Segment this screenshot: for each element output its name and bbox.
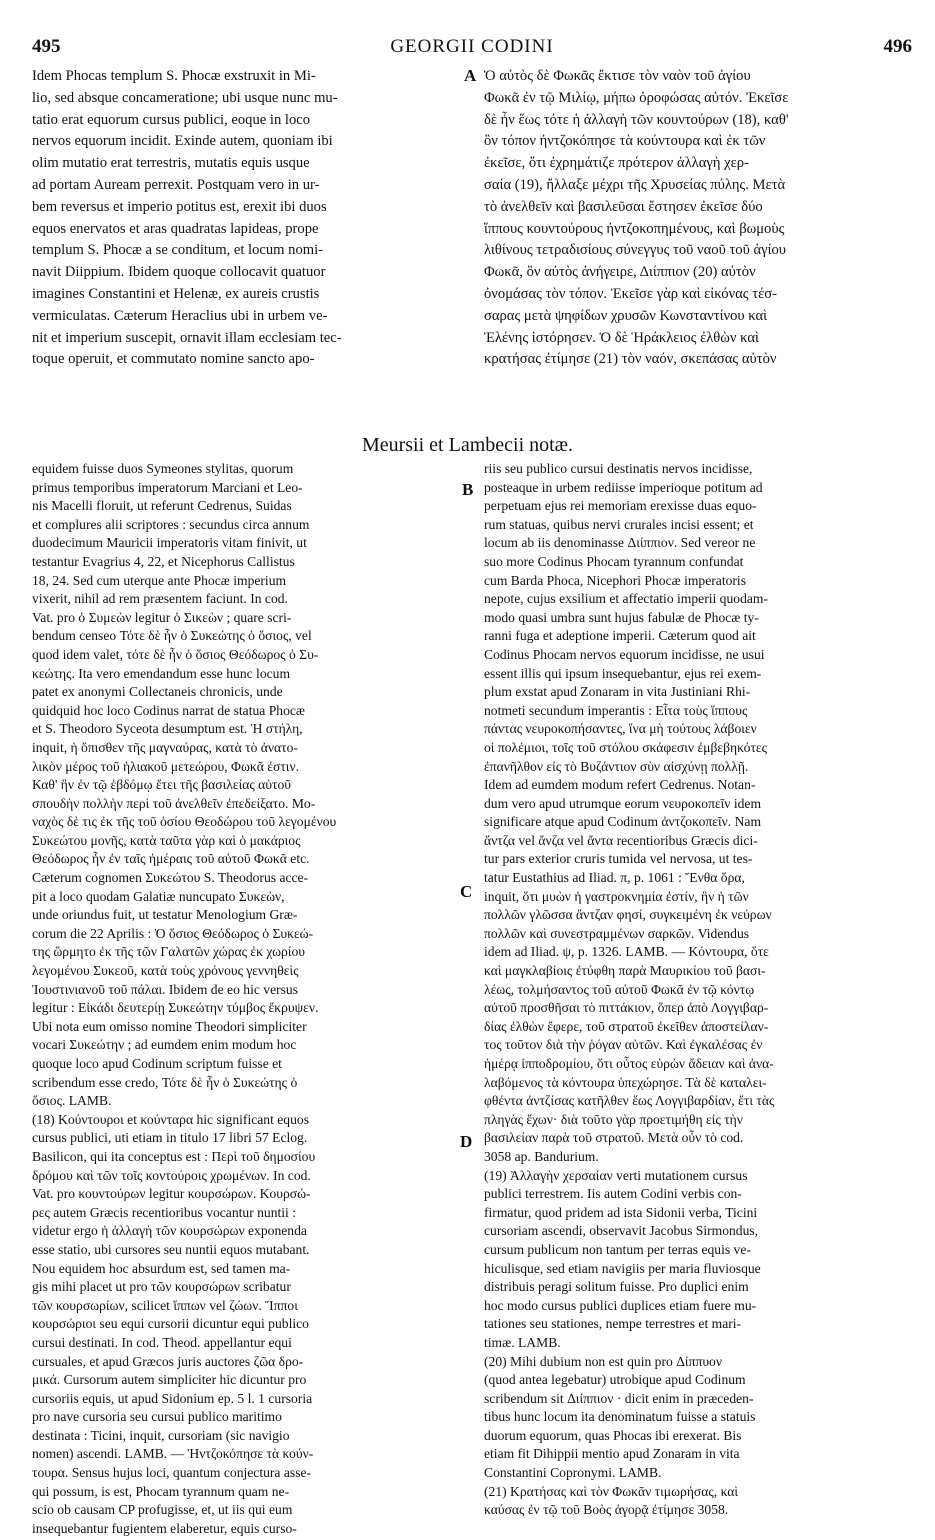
text-line: vermiculatas. Cæterum Heraclius ubi in urbem ve-	[32, 307, 328, 324]
left-page-number: 495	[32, 36, 61, 57]
note-line: et S. Theodoro Syceota desumptum est. Ἡ στήλη,	[32, 721, 303, 737]
note-line: λικὸν μέρος τοῦ ἡλιακοῦ μετεώρου, Φωκᾶ ἐστιν.	[32, 758, 299, 774]
text-line: Ἑλένης ἱστόρησεν. Ὁ δὲ Ἡράκλειος ἐλθὼν καὶ	[484, 329, 759, 346]
note-line: Codinus Phocam nervos equorum incidisse, ne usui	[484, 646, 765, 662]
note-line: Vat. pro ὁ Συμεὼν legitur ὁ Σικεὼν ; quare scri-	[32, 609, 292, 625]
note-line: gis mihi placet ut pro τῶν κουρσώρων scribatur	[32, 1279, 291, 1295]
note-line: cursoriis equis, ut apud Sidonium ep. 5 l. 1 cursoria	[32, 1390, 313, 1406]
note-line: perpetuam ejus rei memoriam erexisse duas equo-	[484, 498, 757, 514]
note-line: πολλῶν γλῶσσα ἄντζαν φησί, συγκειμένη ἐκ νεύρων	[484, 907, 772, 923]
note-line: tur pars exterior cruris tumida vel nervosa, ut tes-	[484, 851, 753, 867]
note-line: cursum publicum non tantum per terras equis ve-	[484, 1241, 751, 1257]
note-line: quod idem valet, τότε δὲ ἦν ὁ ὅσιος Θεόδωρος ὁ Συ-	[32, 646, 319, 662]
note-line: idem ad Iliad. ψ, p. 1326. LAMB. — Κόντουρα, ὅτε	[484, 944, 769, 960]
note-line: quidquid hoc loco Codinus narrat de statua Phocæ	[32, 702, 305, 718]
note-line: destinata : Ticini, inquit, cursoriam (sic navigio	[32, 1427, 290, 1443]
right-page-number: 496	[883, 36, 912, 57]
note-line: qui possum, is est, Phocam tyrannum quam ne-	[32, 1483, 290, 1499]
note-line: hoc modo cursus publici duplices etiam fuere mu-	[484, 1297, 757, 1313]
note-line: duorum equorum, quas Phocas ibi erexerat. Bis	[484, 1427, 742, 1443]
notes-heading: Meursii et Lambecii notæ.	[361, 434, 574, 456]
text-line: δὲ ἦν ἕως τότε ἡ ἀλλαγὴ τῶν κουντούρων (18), καθ'	[484, 111, 789, 128]
running-title: GEORGII CODINI	[390, 36, 554, 57]
note-line: λεγομένου Συκεοῦ, κατὰ τοὺς χρόνους γεννηθεὶς	[32, 963, 299, 979]
note-line: ἡμέρᾳ ἱπποδρομίου, ὅτι οὗτος εὑρὼν ἄδειαν καὶ ἀνα-	[484, 1056, 774, 1071]
note-line: publici terrestrem. Iis autem Codini verbis con-	[484, 1186, 742, 1202]
note-line: videtur ergo ἡ ἀλλαγὴ τῶν κουρσώρων exponenda	[32, 1223, 307, 1239]
note-line: distribuis peragi solitum fuisse. Pro duplici enim	[484, 1279, 749, 1295]
note-line: πληγὰς ἔχων· διὰ τοῦτο γὰρ προετιμήθη εἰς τὴν	[484, 1111, 743, 1127]
note-line: της ὥρμητο ἐκ τῆς τῶν Γαλατῶν χώρας ἐκ χωρίου	[32, 944, 306, 960]
note-line: μικά. Cursorum autem simpliciter hic dicuntur pro	[32, 1372, 307, 1388]
note-line: etiam fit Dihippii mentio apud Zonaram in vita	[484, 1446, 740, 1462]
note-line: posteaque in urbem rediisse imperioque potitum ad	[484, 479, 763, 495]
greek-text-column	[484, 66, 914, 371]
text-line: ἐκεῖσε, ὅτι ἐχρημάτιζε πρότερον ἀλλαγὴ χερ-	[484, 155, 749, 172]
note-line: Cæterum cognomen Συκεώτου S. Theodorus acce-	[32, 870, 309, 886]
note-line: pro nave cursoria seu cursui publico maritimo	[32, 1409, 282, 1425]
note-line: testantur Evagrius 4, 22, et Nicephorus Callistus	[32, 553, 295, 569]
note-line: timæ. LAMB.	[484, 1334, 561, 1350]
text-line: tatio erat equorum cursus publici, eoque in loco	[32, 111, 311, 128]
note-line: scribendum esse credo, Τότε δὲ ἦν ὁ Συκεώτης ὁ	[32, 1074, 298, 1090]
note-line: Constantini Copronymi. LAMB.	[484, 1465, 662, 1481]
note-line: primus temporibus imperatorum Marciani et Leo-	[32, 479, 303, 495]
note-line: βασιλείαν παρὰ τοῦ στρατοῦ. Μετὰ οὖν τὸ cod.	[484, 1130, 744, 1146]
note-line: modo quasi umbra sunt hujus fabulæ de Phocæ ty-	[484, 609, 759, 625]
note-line: λαβόμενος τὰ κόντουρα ὑπεχώρησε. Τὰ δὲ καταλει-	[484, 1074, 767, 1090]
note-line: Vat. pro κουντούρων legitur κουρσώρων. Κουρσώ-	[32, 1186, 311, 1202]
note-line: δρόμου καὶ τῶν τοῖς κοντούροις χρωμένων. In cod.	[32, 1167, 311, 1183]
note-line: Καθ' ἣν ἐν τῷ ἑβδόμῳ ἔτει τῆς βασιλείας αὐτοῦ	[32, 777, 291, 793]
note-line: δίας ἐλθὼν ἔφερε, τοῦ στρατοῦ ἐκεῖθεν ἀποστείλαν-	[484, 1018, 769, 1034]
note-line: ὅσιος. LAMB.	[32, 1093, 112, 1109]
text-line: Φωκᾶ, ὃν αὐτὸς ἀνήγειρε, Διίππιον (20) αὐτὸν	[484, 264, 756, 281]
note-line: καύσας ἐν τῷ τοῦ Βοὸς ἀγορᾷ ἐτίμησε 3058.	[484, 1502, 729, 1518]
note-line: καὶ μαγκλαβίοις ἐτύφθη παρὰ Μαυρικίου τοῦ βασι-	[484, 963, 766, 979]
note-line: φθέντα ἀντζίσας κατῆλθεν ἕως Λογγιβαρδίαν, ἔτι τὰς	[484, 1093, 775, 1109]
notes-right-column	[484, 460, 914, 1520]
note-line: suo more Codinus Phocam tyrannum confundat	[484, 553, 744, 569]
note-line: πολλῶν καὶ συνεστραμμένων σαρκῶν. Videndus	[484, 925, 750, 941]
note-line: Συκεώτου μονῆς, κατὰ ταῦτα γὰρ καὶ ὁ μακάριος	[32, 832, 301, 848]
note-line: 3058 ap. Bandurium.	[484, 1148, 599, 1164]
text-line: bem reversus et imperio potitus est, erexit ibi duos	[32, 198, 327, 215]
note-line: κεώτης. Ita vero emendandum esse hunc locum	[32, 665, 291, 681]
notes-left-column	[32, 460, 460, 1538]
note-line: οἱ πολέμιοι, τοῖς τοῦ στόλου σκάφεσιν ἐμβεβηκότες	[484, 739, 768, 755]
latin-text-column	[32, 66, 460, 371]
note-line: αὐτοῦ προσθῆσαι τὸ πιττάκιον, ὅπερ ἀπὸ Λογγιβαρ-	[484, 1000, 769, 1016]
text-line: ἵππους κουντούρους ἠντζοκοπημένους, καὶ βωμοὺς	[484, 220, 785, 237]
section-marker-b: B	[462, 480, 474, 499]
note-line: tationes seu stationes, nempe terrestres et mari-	[484, 1316, 742, 1332]
note-line: scribendum sit Διίππιον · dicit enim in præceden-	[484, 1390, 754, 1406]
note-line: equidem fuisse duos Symeones stylitas, quorum	[32, 461, 294, 476]
note-line: hiculisque, sed etiam navigiis per maria fluviosque	[484, 1260, 761, 1276]
note-line: riis seu publico cursui destinatis nervos incidisse,	[484, 461, 753, 476]
text-line: nit et imperium suscepit, ornavit illam ecclesiam tec-	[32, 329, 342, 346]
note-line: τος τοῦτον διὰ τὴν ῥόγαν αὐτῶν. Καὶ ἐγκαλέσας ἐν	[484, 1037, 763, 1053]
note-line: duodecimum Mauricii imperatoris vitam finivit, ut	[32, 535, 307, 551]
note-line: κουρσώριοι seu equi cursorii dicuntur equi publico	[32, 1316, 309, 1332]
note-line: ναχὸς δὲ τις ἐκ τῆς τοῦ ὁσίου Θεοδώρου τοῦ λεγομένου	[32, 814, 337, 830]
note-line: cum Barda Phoca, Nicephori Phocæ imperatoris	[484, 572, 746, 588]
note-line: Basilicon, qui ita conceptus est : Περὶ τοῦ δημοσίου	[32, 1148, 316, 1164]
note-line: locum ab iis denominasse Διίππιον. Sed vereor ne	[484, 535, 756, 551]
note-line: Θεόδωρος ἦν ἐν ταῖς ἡμέραις τοῦ αὐτοῦ Φωκᾶ etc.	[32, 851, 310, 867]
text-line: Idem Phocas templum S. Phocæ exstruxit in Mi-	[32, 68, 316, 84]
note-line: 18, 24. Sed cum uterque ante Phocæ imperium	[32, 572, 287, 588]
note-line: (18) Κούντουροι et κούνταρα hic significant equos	[32, 1111, 309, 1127]
note-line: cursoriam ascendi, observavit Jacobus Sirmondus,	[484, 1223, 759, 1239]
page-header	[32, 36, 912, 60]
note-line: τῶν κουρσωρίων, scilicet ἵππων vel ζώων. Ἵπποι	[32, 1297, 298, 1313]
note-line: tatur Eustathius ad Iliad. π, p. 1061 : Ἔνθα ὅρα,	[484, 870, 745, 886]
text-line: Ὁ αὐτὸς δὲ Φωκᾶς ἔκτισε τὸν ναὸν τοῦ ἁγίου	[484, 68, 751, 84]
note-line: ranni fuga et adeptione imperii. Cæterum quod ait	[484, 628, 756, 644]
note-line: inquit, ὅτι μυὼν ἡ γαστροκνημία ἐστίν, ἣν ἡ τῶν	[484, 888, 749, 904]
text-line: σαία (19), ἤλλαξε μέχρι τῆς Χρυσείας πύλης. Μετὰ	[484, 176, 786, 193]
note-line: unde oriundus fuit, ut testatur Menologium Græ-	[32, 907, 298, 923]
note-line: quoque loco apud Codinum scriptum fuisse et	[32, 1056, 282, 1071]
note-line: scio ob causam CP profugisse, et, ut iis qui eum	[32, 1502, 293, 1518]
section-marker-a: A	[464, 66, 477, 85]
text-line: ad portam Auream perrexit. Postquam vero in ur-	[32, 176, 320, 193]
note-line: Ἰουστινιανοῦ τοῦ πάλαι. Ibidem de eo hic versus	[32, 981, 299, 997]
note-line: et complures alii scriptores : secundus circa annum	[32, 516, 310, 532]
note-line: (quod antea legebatur) utrobique apud Codinum	[484, 1372, 746, 1388]
note-line: patet ex anonymi Collectaneis chronicis, unde	[32, 684, 283, 700]
note-line: (21) Κρατήσας καὶ τὸν Φωκᾶν τιμωρήσας, καὶ	[484, 1483, 739, 1499]
text-line: lio, sed absque concameratione; ubi usque nunc mu-	[32, 89, 338, 106]
text-line: κρατήσας ἐτίμησε (21) τὸν ναόν, σκεπάσας αὐτὸν	[484, 351, 777, 368]
note-line: essent illis qui ipsum insequebantur, ejus rei exem-	[484, 665, 762, 681]
text-line: nervos equorum incidit. Exinde autem, quoniam ibi	[32, 133, 333, 150]
note-line: legitur : Εἰκάδι δευτερίῃ Συκεώτην τύμβος ἔκρυψεν.	[32, 1000, 319, 1016]
section-marker-c: C	[460, 882, 473, 901]
note-line: tibus hunc locum ita denominatum fuisse a statuis	[484, 1409, 756, 1425]
note-line: insequebantur fugientem elaberetur, equis curso-	[32, 1520, 297, 1536]
note-line: bendum censeo Τότε δὲ ἦν ὁ Συκεώτης ὁ ὅσιος, vel	[32, 628, 312, 644]
text-line: σαρας μετὰ ψηφίδων χρυσῶν Κωνσταντίνου καὶ	[484, 307, 768, 324]
note-line: ἐπανῆλθον εἰς τὸ Βυζάντιον σὺν αἰσχύνῃ πολλῇ.	[484, 758, 749, 774]
note-line: cursuales, et apud Græcos juris auctores ζῶα δρο-	[32, 1353, 304, 1369]
text-line: ὃν τόπον ἠντζοκόπησε τὰ κούντουρα καὶ ἐκ τῶν	[484, 133, 766, 150]
note-line: vixerit, nihil ad rem præsentem faciunt. In cod.	[32, 591, 288, 607]
note-line: nomen) ascendi. LAMB. — Ἠντζοκόπησε τὰ κούν-	[32, 1446, 314, 1462]
note-line: (19) Ἀλλαγὴν χερσαίαν verti mutationem cursus	[484, 1167, 748, 1183]
note-line: corum die 22 Aprilis : Ὁ ὅσιος Θεόδωρος ὁ Συκεώ-	[32, 925, 314, 941]
text-line: templum S. Phocæ a se conditum, et locum nomi-	[32, 242, 324, 259]
note-line: esse statio, ubi cursores seu nuntii equos mutabant.	[32, 1241, 310, 1257]
text-line: equos enervatos et aras quadratas lapideas, prope	[32, 220, 319, 237]
note-line: Idem ad eumdem modum refert Cedrenus. Notan-	[484, 777, 756, 793]
note-line: pit a loco quodam Galatiæ nuncupato Συκεὼν,	[32, 888, 285, 904]
note-line: nepote, cujus exsilium et affectatio imperii quodam-	[484, 591, 769, 607]
text-line: imagines Constantini et Helenæ, ex aureis crustis	[32, 285, 320, 302]
text-line: τὸ ἀνελθεῖν καὶ βασιλεῦσαι ἔστησεν ἐκεῖσε δύο	[484, 198, 763, 215]
text-line: olim mutatio erat terrestris, mutatis equis usque	[32, 155, 310, 172]
text-line: ὀνομάσας τὸν τόπον. Ἐκεῖσε γὰρ καὶ εἰκόνας τέσ-	[484, 285, 777, 302]
note-line: λέως, τολμήσαντος τοῦ αὐτοῦ Φωκᾶ ἐν τῷ κόντῳ	[484, 981, 755, 997]
note-line: cursui destinati. In cod. Theod. appellantur equi	[32, 1334, 292, 1350]
note-line: vocari Συκεώτην ; ad eumdem enim modum hoc	[32, 1037, 297, 1053]
note-line: Nou equidem hoc absurdum est, sed tamen ma-	[32, 1260, 291, 1276]
note-line: nis Macelli floruit, ut referunt Cedrenus, Suidas	[32, 498, 292, 514]
note-line: firmatur, quod pridem ad ista Sidonii verba, Ticini	[484, 1204, 758, 1220]
text-line: λιθίνους τετραδισίους σύνεγγυς τοῦ ναοῦ τοῦ ἁγίου	[484, 242, 787, 259]
note-line: τουρα. Sensus hujus loci, quantum conjectura asse-	[32, 1465, 312, 1481]
text-line: toque operuit, et commutato nomine sancto apo-	[32, 351, 315, 368]
note-line: rum statuas, quibus nervi crurales incisi essent; et	[484, 516, 754, 532]
text-line: Φωκᾶ ἐν τῷ Μιλίῳ, μήπω ὀροφώσας αὐτόν. Ἐκεῖσε	[484, 89, 789, 106]
note-line: plum exstat apud Zonaram in vita Justiniani Rhi-	[484, 684, 751, 700]
note-line: dum vero apud utrumque eorum νευροκοπεῖν idem	[484, 795, 762, 811]
note-line: significare atque apud Codinum ἀντζοκοπεῖν. Nam	[484, 814, 762, 830]
section-marker-d: D	[460, 1132, 473, 1151]
note-line: ἄντζα vel ἄνζα vel ἄντα recentioribus Græcis dici-	[484, 832, 758, 848]
note-line: notmeti secundum imperantis : Εἶτα τοὺς ἵππους	[484, 702, 748, 718]
text-line: navit Diippium. Ibidem quoque collocavit quatuor	[32, 264, 326, 281]
note-line: inquit, ἡ ὄπισθεν τῆς μαγναύρας, κατὰ τὸ ἀνατο-	[32, 739, 298, 755]
note-line: ρες autem Græcis recentioribus vocantur nuntii :	[32, 1204, 297, 1220]
note-line: πάντας νευροκοπήσαντες, ἵνα μὴ τούτους λάβοιεν	[484, 721, 757, 737]
note-line: Ubi nota eum omisso nomine Theodori simpliciter	[32, 1018, 307, 1034]
note-line: (20) Mihi dubium non est quin pro Δίππυον	[484, 1353, 722, 1369]
note-line: σπουδὴν πολλὴν περὶ τοῦ ἀνελθεῖν ἐπεδείξατο. Μο-	[32, 795, 316, 811]
note-line: cursus publici, uti etiam in titulo 17 libri 57 Eclog.	[32, 1130, 308, 1146]
